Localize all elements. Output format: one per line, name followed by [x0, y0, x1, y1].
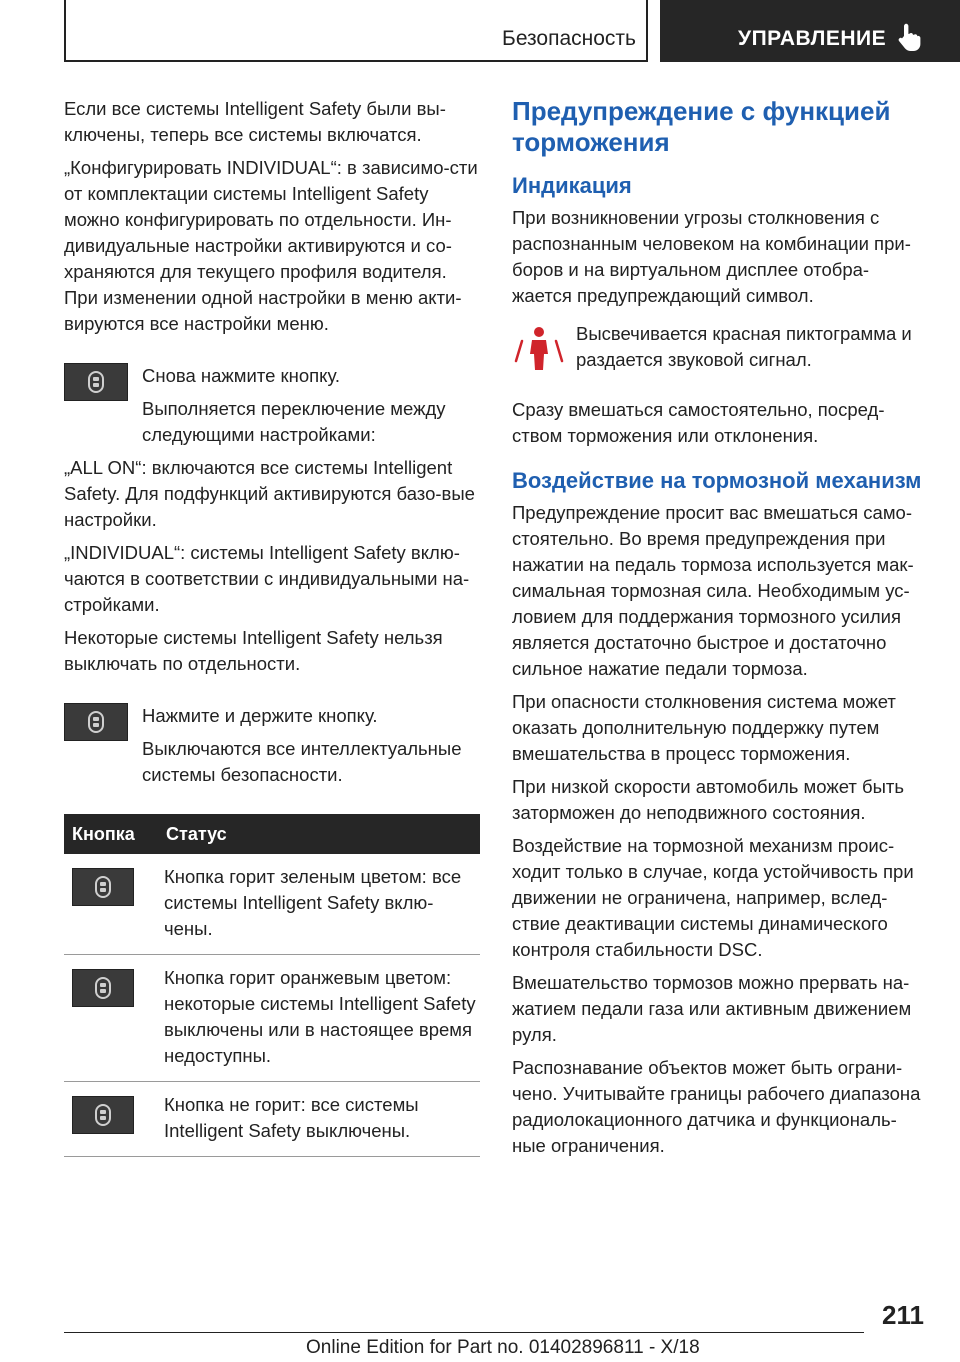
warning-text: Высвечивается красная пиктограмма и раздается звуковой сигнал.	[576, 323, 912, 370]
header-chapter-tab	[660, 0, 960, 62]
left-column	[64, 96, 480, 1157]
paragraph: Некоторые системы Intelligent Safety нельзя выключать по отдельности.	[64, 627, 443, 674]
section-title: Предупреждение с функцией торможения	[512, 96, 891, 157]
table-header-status: Статус	[164, 814, 480, 854]
right-column	[512, 96, 928, 1166]
paragraph: Воздействие на тормозной механизм проис-ходит только в случае, когда устойчивость при движении не ограничена, например, вслед-ствие деактивации системы динамического контроля стабильности DSC.	[512, 835, 914, 960]
paragraph: Вмешательство тормозов можно прервать на-жатием педали газа или активным движением руля.	[512, 972, 912, 1045]
instruction-text: Снова нажмите кнопку.	[142, 365, 340, 386]
table-cell-status: Кнопка не горит: все системы Intelligent Safety выключены.	[164, 1082, 480, 1157]
header-section-title: Безопасность	[502, 27, 636, 50]
button-status-table	[64, 814, 480, 1157]
table-row	[64, 854, 480, 955]
intelligent-safety-button-icon	[64, 363, 128, 401]
table-row	[64, 955, 480, 1082]
paragraph: При возникновении угрозы столкновения с распознанным человеком на комбинации при-боров и на виртуальном дисплее отобра-жается предупреждающий символ.	[512, 207, 911, 306]
warning-indicator	[512, 321, 928, 381]
subsection-title-brake: Воздействие на тормозной механизм	[512, 468, 922, 493]
paragraph: Сразу вмешаться самостоятельно, посред-ством торможения или отклонения.	[512, 399, 885, 446]
table-row	[64, 1082, 480, 1157]
intelligent-safety-button-icon	[64, 703, 128, 741]
paragraph: Распознавание объектов может быть ограни-чено. Учитывайте границы рабочего диапазона радиолокационного датчика и функциональ-ные ограничения.	[512, 1057, 921, 1156]
paragraph: Выключаются все интеллектуальные системы безопасности.	[142, 738, 462, 785]
paragraph: „ALL ON“: включаются все системы Intelligent Safety. Для подфункций активируются базо-вые настройки.	[64, 457, 475, 530]
header-chapter-title: УПРАВЛЕНИЕ	[738, 27, 887, 50]
paragraph: Выполняется переключение между следующими настройками:	[142, 398, 446, 445]
button-green-icon	[72, 868, 134, 906]
paragraph: „INDIVIDUAL“: системы Intelligent Safety вклю-чаются в соответствии с индивидуальными на-стройками.	[64, 542, 470, 615]
paragraph: При низкой скорости автомобиль может быть заторможен до неподвижного состояния.	[512, 776, 905, 823]
page-number: 211	[882, 1300, 924, 1330]
footer-edition: Online Edition for Part no. 01402896811 - X/18	[306, 1337, 700, 1358]
pedestrian-warning-icon	[512, 323, 566, 373]
instruction-text: Нажмите и держите кнопку.	[142, 705, 378, 726]
paragraph: „Конфигурировать INDIVIDUAL“: в зависимо-сти от комплектации системы Intelligent Safety можно конфигурировать по отдельности. Ин-дивидуальные настройки активируются и со-храняются для текущего профиля водителя. При изменении одной настройки в меню акти-вируются все настройки меню.	[64, 157, 478, 334]
button-orange-icon	[72, 969, 134, 1007]
table-header-button: Кнопка	[64, 814, 164, 854]
subsection-title-indication: Индикация	[512, 173, 632, 198]
hand-pointer-icon	[896, 22, 922, 52]
footer-divider	[64, 1332, 864, 1333]
button-instruction-2	[64, 703, 480, 788]
button-instruction-1	[64, 363, 480, 448]
table-cell-status: Кнопка горит зеленым цветом: все системы Intelligent Safety вклю-чены.	[164, 854, 480, 955]
paragraph: При опасности столкновения система может оказать дополнительную поддержку путем вмешательства в процесс торможения.	[512, 691, 896, 764]
table-cell-status: Кнопка горит оранжевым цветом: некоторые системы Intelligent Safety выключены или в настоящее время недоступны.	[164, 955, 480, 1082]
header-section-box	[64, 0, 648, 62]
button-off-icon	[72, 1096, 134, 1134]
paragraph: Если все системы Intelligent Safety были вы-ключены, теперь все системы включатся.	[64, 98, 446, 145]
paragraph: Предупреждение просит вас вмешаться само-стоятельно. Во время предупреждения при нажатии на педаль тормоза используется мак-симальная тормозная сила. Необходимым ус-ловием для поддержания тормозного усилия является достаточно быстрое и достаточно сильное нажатие педали тормоза.	[512, 502, 914, 679]
